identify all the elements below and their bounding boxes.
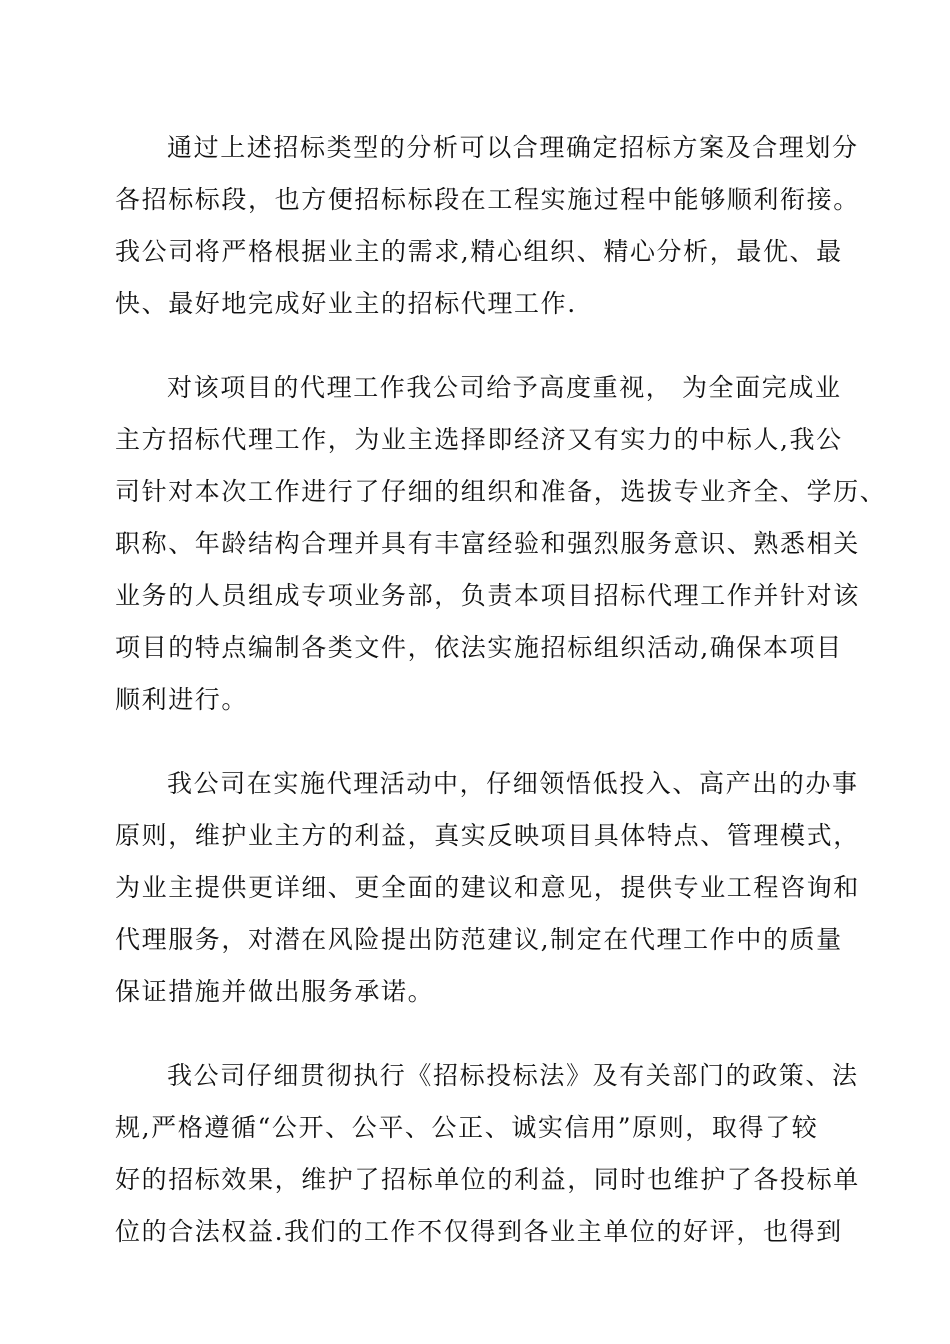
text-line: 通过上述招标类型的分析可以合理确定招标方案及合理划分 [167,133,859,162]
paragraph-4 [115,1050,860,1258]
text-line: 规,严格遵循“公开、公平、公正、诚实信用”原则，取得了较 [115,1113,819,1142]
text-line: 我公司将严格根据业主的需求,精心组织、精心分析，最优、最 [115,237,843,266]
text-line: 对该项目的代理工作我公司给予高度重视， 为全面完成业 [167,373,842,402]
text-line: 位的合法权益.我们的工作不仅得到各业主单位的好评，也得到 [115,1217,843,1246]
text-line: 保证措施并做出服务承诺。 [115,977,435,1006]
paragraph-2 [115,362,887,726]
paragraph-3 [115,758,860,1018]
text-line: 职称、年龄结构合理并具有丰富经验和强烈服务意识、熟悉相关 [115,529,860,558]
text-line: 业务的人员组成专项业务部，负责本项目招标代理工作并针对该 [115,581,860,610]
text-line: 项目的特点编制各类文件，依法实施招标组织活动,确保本项目 [115,633,843,662]
text-line: 好的招标效果，维护了招标单位的利益，同时也维护了各投标单 [115,1165,860,1194]
text-line: 快、最好地完成好业主的招标代理工作. [115,289,577,318]
document-body [115,122,887,1290]
text-line: 司针对本次工作进行了仔细的组织和准备，选拔专业齐全、学历、 [115,477,887,506]
text-line: 顺利进行。 [115,685,249,714]
text-line: 各招标标段，也方便招标标段在工程实施过程中能够顺利衔接。 [115,185,860,214]
text-line: 主方招标代理工作，为业主选择即经济又有实力的中标人,我公 [115,425,843,454]
text-line: 代理服务，对潜在风险提出防范建议,制定在代理工作中的质量 [115,925,843,954]
paragraph-1 [115,122,860,330]
text-line: 原则，维护业主方的利益，真实反映项目具体特点、管理模式， [115,821,860,850]
text-line: 我公司在实施代理活动中，仔细领悟低投入、高产出的办事 [167,769,859,798]
text-line: 我公司仔细贯彻执行《招标投标法》及有关部门的政策、法 [167,1061,859,1090]
text-line: 为业主提供更详细、更全面的建议和意见，提供专业工程咨询和 [115,873,860,902]
